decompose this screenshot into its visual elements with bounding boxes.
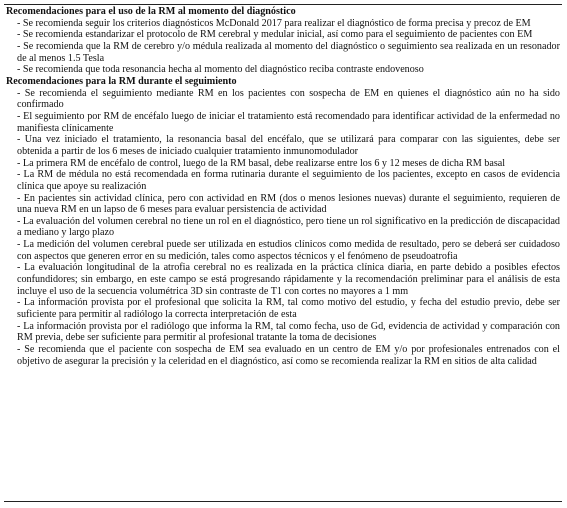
- list-item: - La RM de médula no está recomendada en forma rutinaria durante el seguimiento de los pacientes, excepto en casos de evidencia clínica que apoye su realización: [17, 169, 560, 192]
- list-item: - La medición del volumen cerebral puede ser utilizada en estudios clínicos como medida de resultado, pero se deberá ser cuidadoso con aspectos que generen error en su medición, tales como aspectos técnicos y el fenómeno de pseudoatrofia: [17, 239, 560, 262]
- section-title-follow-up: Recomendaciones para la RM durante el seguimiento: [6, 75, 237, 87]
- section-diagnosis: [6, 6, 560, 76]
- list-item: - Se recomienda que la RM de cerebro y/o médula realizada al momento del diagnóstico o seguimiento sea realizada en un resonador de al menos 1.5 Tesla: [17, 40, 560, 64]
- list-item: - Se recomienda seguir los criterios diagnósticos McDonald 2017 para realizar el diagnóstico de forma precisa y precoz de EM: [17, 17, 531, 29]
- list-item: - Se recomienda el seguimiento mediante RM en los pacientes con sospecha de EM en quienes el diagnóstico aún no ha sido confirmado: [17, 87, 560, 111]
- list-item: - La información provista por el radiólogo que informa la RM, tal como fecha, uso de Gd, evidencia de actividad y comparación con RM previa, debe ser suficiente para permitir al profesional tratante la toma de decisiones: [17, 320, 560, 344]
- recommendations-table: [4, 4, 562, 502]
- list-item: - En pacientes sin actividad clínica, pero con actividad en RM (dos o menos lesiones nuevas) durante el seguimiento, requieren de una nueva RM en un lapso de 6 meses para evaluar persistencia de actividad: [17, 192, 560, 216]
- list-item: - Una vez iniciado el tratamiento, la resonancia basal del encéfalo, que se utilizará para comparar con las siguientes, debe ser obtenida a partir de los 6 meses de iniciado cualquier tratamiento inmunomodulador: [17, 134, 560, 157]
- list-item: - La evaluación del volumen cerebral no tiene un rol en el diagnóstico, pero tiene un rol significativo en la predicción de discapacidad a mediano y largo plazo: [17, 215, 560, 239]
- list-item: - Se recomienda que el paciente con sospecha de EM sea evaluado en un centro de EM y/o por profesionales entrenados con el objetivo de asegurar la precisión y la celeridad en el diagnóstico, así como se recomienda realizar la RM en sitios de alta calidad: [17, 344, 560, 367]
- list-item: - La evaluación longitudinal de la atrofia cerebral no es realizada en la práctica clínica diaria, en parte debido a posibles efectos confundidores; sin embargo, en este campo se está progresando rápidamente y la recomendación preliminar para el análisis de esta incluye el uso de la secuencia volumétrica 3D sin contraste de T1 con cortes no mayores a 1 mm: [17, 262, 560, 297]
- section-follow-up: [6, 76, 560, 367]
- list-item: - La información provista por el profesional que solicita la RM, tal como motivo del estudio, y fecha del estudio previo, debe ser suficiente para permitir al radiólogo la correcta interpretación de esta: [17, 297, 560, 321]
- list-item: - Se recomienda estandarizar el protocolo de RM cerebral y medular inicial, así como para el seguimiento de pacientes con EM: [17, 29, 533, 41]
- list-item: - La primera RM de encéfalo de control, luego de la RM basal, debe realizarse entre los 6 y 12 meses de dicha RM basal: [17, 157, 506, 169]
- section-title-diagnosis: Recomendaciones para el uso de la RM al momento del diagnóstico: [6, 6, 296, 17]
- list-item: - El seguimiento por RM de encéfalo luego de iniciar el tratamiento está recomendado para identificar actividad de la enfermedad no manifiesta clínicamente: [17, 110, 560, 134]
- list-item: - Se recomienda que toda resonancia hecha al momento del diagnóstico reciba contraste endovenoso: [17, 64, 424, 76]
